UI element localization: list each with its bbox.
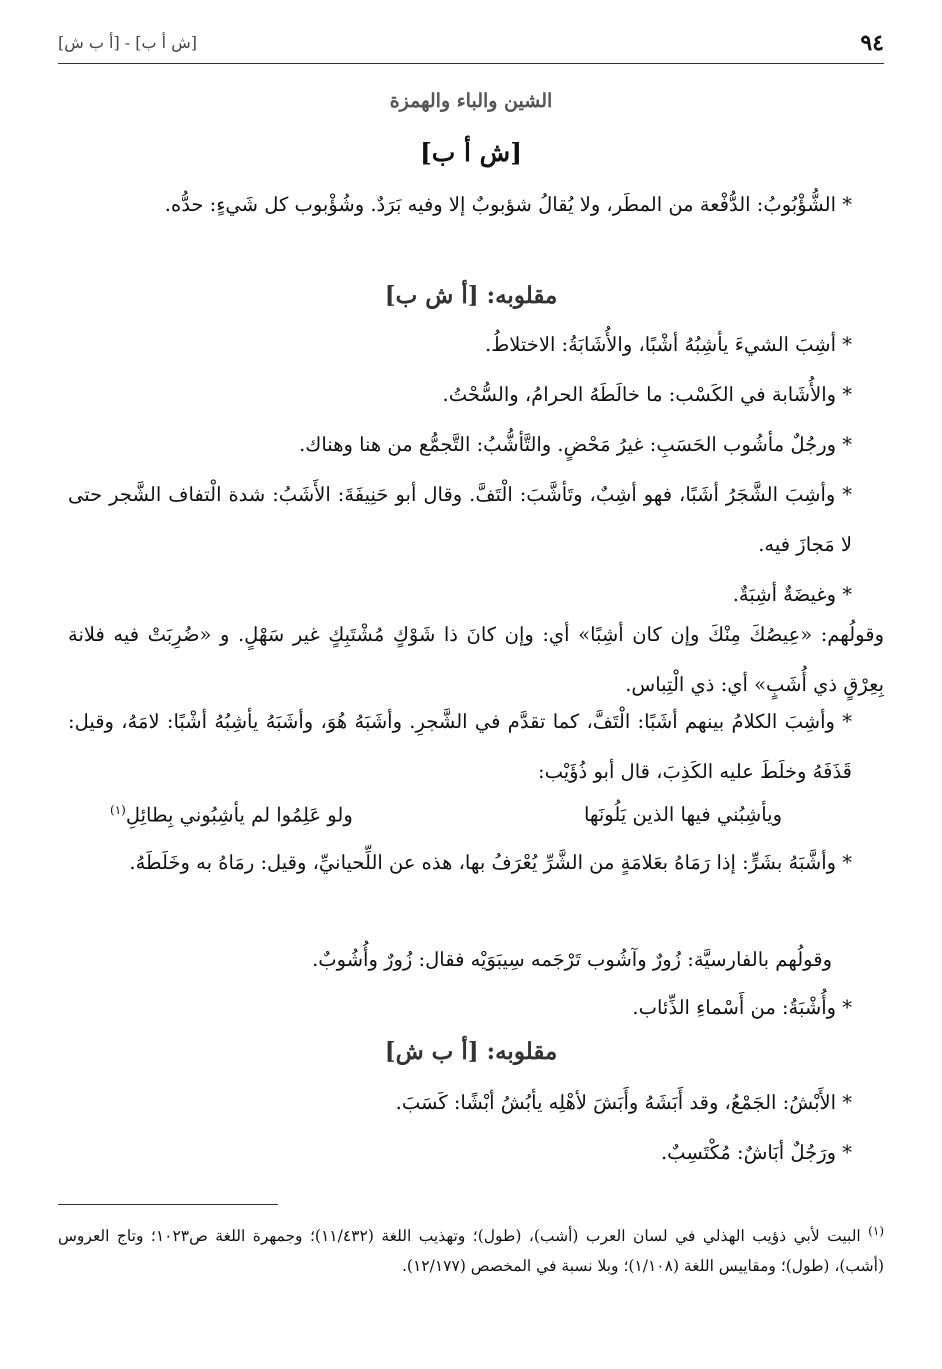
footnote-rule: [58, 1204, 278, 1205]
header-title: [ش أ ب] - [أ ب ش]: [58, 33, 197, 52]
footnote: [58, 1216, 884, 1281]
entry-shuboob: [68, 180, 852, 230]
sub-heading-label: مقلوبه: [أ ب ش]: [384, 1038, 558, 1065]
sub-heading-inverted-1: [0, 282, 942, 309]
entry-ashshaba: [68, 838, 852, 888]
running-header: [58, 30, 884, 60]
chapter-heading: الشين والباء والهمزة: [389, 90, 553, 112]
sub-heading-label: مقلوبه: [أ ش ب]: [384, 282, 558, 309]
entry-paragraph: * وأُشْبَةُ: من أَسْماءِ الذِّئاب.: [632, 996, 852, 1019]
entry-paragraph: * الأَبْشُ: الجَمْعُ، وقد أَبَشَهُ وأَبَشَ لأهْلِه يأبُشُ أبْشًا: كَسَبَ.: [395, 1091, 852, 1114]
poetry-verse: [110, 803, 782, 843]
verse-first-hemistich: ويأشِبُني فيها الذين يَلُونَها: [583, 803, 782, 826]
entry-paragraph: * وأشِبَ الشَّجَرُ أشَبًا، فهو أشِبٌ، وتَأشَّبَ: الْتَفَّ. وقال أبو حَنِيفَةَ: الأَشَبُ: شدة الْتفاف الشَّجر حتى لا مَجازَ فيه.: [68, 483, 852, 556]
entry-paragraph: * ورَجُلٌ أبَاشٌ: مُكْتَسِبٌ.: [660, 1141, 852, 1164]
entry-paragraph: * الشُّؤْبُوبُ: الدُّفْعة من المطَر، ولا يُقالُ شؤبوبٌ إلا وفيه بَرَدٌ. وشُؤْبوب كل شَيءٍ: حدُّه.: [164, 193, 852, 216]
entries-ashb: [68, 320, 852, 620]
sub-heading-inverted-2: [0, 1038, 942, 1065]
page-number: ٩٤: [860, 30, 884, 56]
root-heading: [ش أ ب]: [419, 138, 523, 167]
entry-paragraph: * وأشَّبَهُ بشَرٍّ: إذا رَمَاهُ بعَلامَةٍ من الشَّرِّ يُعْرَفُ بها، هذه عن اللِّحيانيِّ، وقيل: رمَاهُ به وخَلَطَهُ.: [129, 851, 852, 874]
entry-paragraph: * وغيضَةٌ أشِبَةٌ.: [732, 583, 852, 606]
proverb-text: وقولُهم: «عِيصُكَ مِنْكَ وإن كان أشِبًا» أي: وإن كانَ ذا شَوْكٍ مُشْتَبِكٍ غير سَهْلٍ. و «ضُرِبَتْ فيه فلانة بِعِرْقٍ ذي أُشَبٍ» أي: ذي الْتِباس.: [68, 623, 884, 696]
entries-absh: [68, 1078, 852, 1178]
paragraph-proverb: [68, 610, 884, 710]
footnote-reference: (١): [110, 803, 126, 817]
entry-ushbah: [68, 983, 852, 1033]
entry-paragraph: * وأشِبَ الكلامُ بينهم أشَبًا: الْتَفَّ، كما تقدَّم في الشَّجرِ. وأشَبَهُ هُوَ، وأشَبَهُ يأشِبُهُ أشْبًا: لامَهُ، وقيل: قَذَفَهُ وخلَطَ عليه الكَذِبَ، قال أبو ذُؤَيْب:: [68, 710, 852, 783]
entry-paragraph: * ورجُلٌ مأشُوب الحَسَبِ: غيرُ مَحْضٍ. والتَّأشُّبُ: التَّجمُّع من هنا وهناك.: [299, 433, 852, 456]
persian-text: وقولُهم بالفارسيَّة: زُورٌ وآشُوب تَرْجَمه سِيبَوَيْه فقال: زُورٌ وأُشُوبٌ.: [312, 948, 832, 971]
footnote-marker: (١): [868, 1224, 884, 1238]
header-rule: [58, 63, 884, 64]
entry-paragraph: * أشِبَ الشيءَ يأشِبُهُ أشْبًا، والأُشَابَةُ: الاختلاطُ.: [485, 333, 852, 356]
verse-second-text: ولو عَلِمُوا لم يأشِبُوني بِطائِلِ: [125, 803, 353, 827]
entry-paragraph: * والأُشَابة في الكَسْب: ما خالَطَهُ الحرامُ، والسُّحْتُ.: [442, 383, 852, 406]
entry-speech: [68, 697, 852, 797]
verse-second-hemistich: [110, 803, 353, 827]
footnote-text: البيت لأبي ذؤيب الهذلي في لسان العرب (أشب)، (طول)؛ وتهذيب اللغة (١١/٤٣٢)؛ وجمهرة اللغة ص١٠٢٣؛ وتاج العروس (أشب)، (طول)؛ ومقاييس اللغة (١/١٠٨)؛ وبلا نسبة في المخصص (١٢/١٧٧).: [58, 1227, 884, 1276]
paragraph-persian: [68, 935, 832, 985]
